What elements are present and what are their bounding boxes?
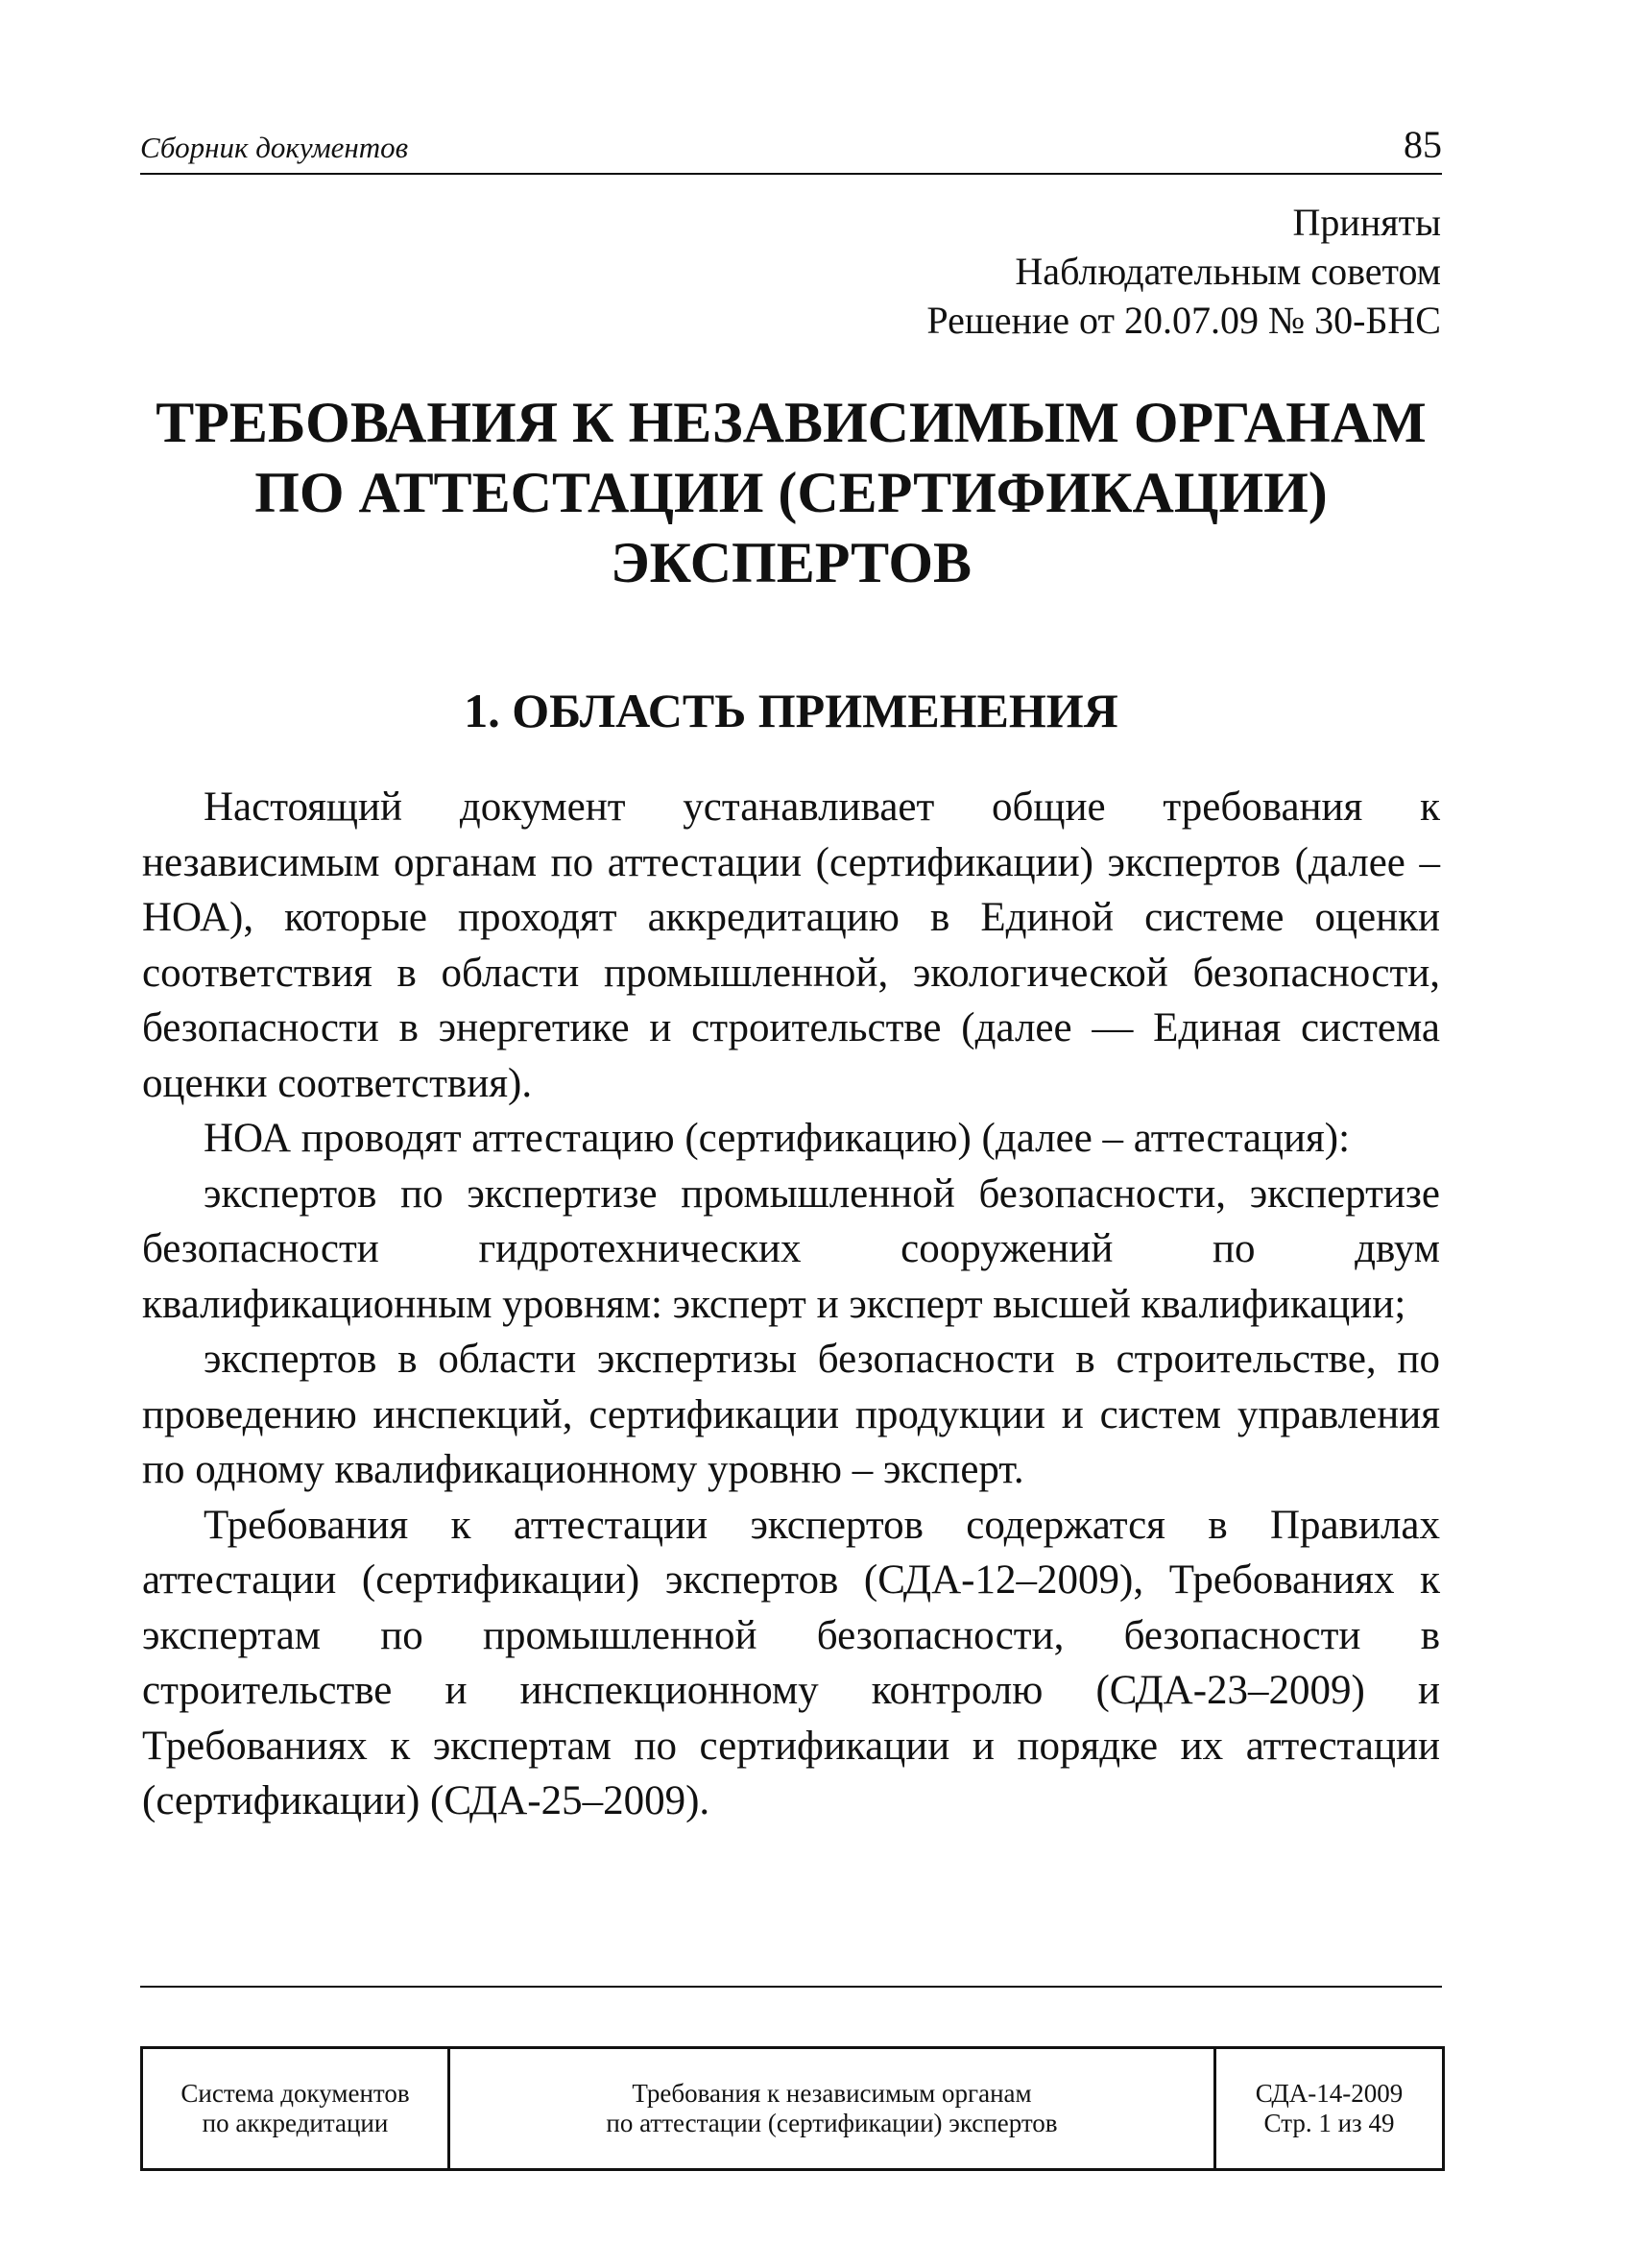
approval-line: Наблюдательным советом [1015,250,1441,293]
title-line: ЭКСПЕРТОВ [610,531,973,594]
paragraph: Настоящий документ устанавливает общие требования к независимым органам по аттестации (сертификации) экспертов (далее – НОА), которые проходят аккредитацию в Единой системе оценки соответствия в области промышленной, экологической безопасности, безопасности в энергетике и строительстве (далее — Единая система оценки соответствия). [142,784,1440,1106]
footer-code-cell [1215,2048,1444,2170]
page-number: 85 [1404,123,1442,166]
footer-system-cell [142,2048,449,2170]
section-body [142,780,1440,1829]
document-title [140,388,1442,598]
collection-title: Сборник документов [140,131,409,164]
page-count: Стр. 1 из 49 [1263,2109,1395,2137]
document-footer-table [140,2046,1445,2171]
section-heading: 1. ОБЛАСТЬ ПРИМЕНЕНИЯ [464,684,1118,737]
paragraph: Требования к аттестации экспертов содержатся в Правилах аттестации (сертификации) экспертов (СДА-12–2009), Требованиях к экспертам по промышленной безопасности, безопасности в строительстве и инспекционному контролю (СДА-23–2009) и Требованиях к экспертам по сертификации и порядке их аттестации (сертификации) (СДА-25–2009). [142,1502,1440,1823]
title-line: ТРЕБОВАНИЯ К НЕЗАВИСИМЫМ ОРГАНАМ [156,391,1427,454]
document-code: СДА-14-2009 [1255,2079,1404,2108]
running-header [140,119,1442,175]
approval-decision-line: Решение от 20.07.09 № 30-БНС [926,299,1441,342]
footer-divider [140,1986,1442,1988]
title-line: ПО АТТЕСТАЦИИ (СЕРТИФИКАЦИИ) [254,461,1328,524]
approval-block [673,198,1441,345]
paragraph: НОА проводят аттестацию (сертификацию) (далее – аттестация): [204,1116,1351,1161]
footer-text: по аккредитации [202,2109,389,2137]
footer-title-cell [449,2048,1215,2170]
paragraph: экспертов в области экспертизы безопасности в строительстве, по проведению инспекций, сертификации продукции и систем управления по одному квалификационному уровню – эксперт. [142,1337,1440,1492]
paragraph: экспертов по экспертизе промышленной безопасности, экспертизе безопасности гидротехнических сооружений по двум квалификационным уровням: эксперт и эксперт высшей квалификации; [142,1170,1440,1327]
footer-text: Требования к независимым органам [632,2079,1032,2108]
footer-text: по аттестации (сертификации) экспертов [606,2109,1058,2137]
approval-line: Приняты [1292,201,1441,244]
footer-text: Система документов [180,2079,410,2108]
